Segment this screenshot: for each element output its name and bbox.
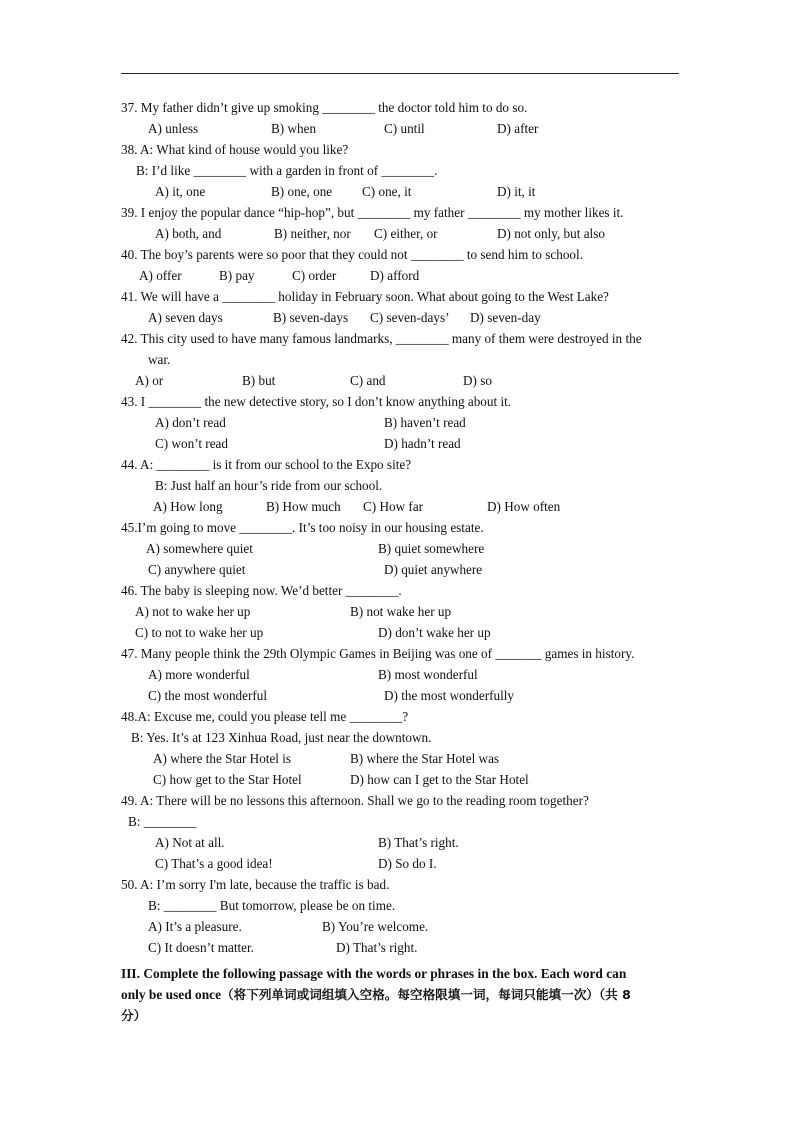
q50-option-b: B) You’re welcome. <box>322 919 429 934</box>
question-50-line2: B: ________ But tomorrow, please be on time. <box>148 898 396 913</box>
q48-option-a: A) where the Star Hotel is <box>153 751 292 766</box>
header-rule <box>121 73 679 74</box>
q49-option-c: C) That’s a good idea! <box>155 856 273 871</box>
q47-option-c: C) the most wonderful <box>148 688 268 703</box>
q40-option-b: B) pay <box>219 268 255 283</box>
question-39-stem: 39. I enjoy the popular dance “hip-hop”, but ________ my father ________ my mother likes it. <box>121 205 624 220</box>
q41-option-c: C) seven-days’ <box>370 310 450 325</box>
q39-option-b: B) neither, nor <box>274 226 351 241</box>
q39-option-a: A) both, and <box>155 226 222 241</box>
question-50-stem: 50. A: I’m sorry I'm late, because the traffic is bad. <box>121 877 390 892</box>
question-48-line2: B: Yes. It’s at 123 Xinhua Road, just near the downtown. <box>131 730 432 745</box>
question-47-stem: 47. Many people think the 29th Olympic Games in Beijing was one of _______ games in history. <box>121 646 635 661</box>
q50-option-c: C) It doesn’t matter. <box>148 940 254 955</box>
q50-option-a: A) It’s a pleasure. <box>148 919 242 934</box>
question-37-stem: 37. My father didn’t give up smoking ________ the doctor told him to do so. <box>121 100 528 115</box>
q46-option-c: C) to not to wake her up <box>135 625 264 640</box>
section-3-line2-chinese: （将下列单词或词组填入空格。每空格限填一词，每词只能填一次）（共 8 <box>221 987 631 1002</box>
q41-option-b: B) seven-days <box>273 310 349 325</box>
q43-option-d: D) hadn’t read <box>384 436 461 451</box>
question-42-stem-continued: war. <box>148 352 171 367</box>
q47-option-a: A) more wonderful <box>148 667 250 682</box>
q46-option-a: A) not to wake her up <box>135 604 251 619</box>
q45-option-a: A) somewhere quiet <box>146 541 253 556</box>
q40-option-c: C) order <box>292 268 337 283</box>
q42-option-c: C) and <box>350 373 386 388</box>
q42-option-d: D) so <box>463 373 492 388</box>
q47-option-d: D) the most wonderfully <box>384 688 515 703</box>
q38-option-a: A) it, one <box>155 184 206 199</box>
q50-option-d: D) That’s right. <box>336 940 418 955</box>
q41-option-a: A) seven days <box>148 310 223 325</box>
q39-option-d: D) not only, but also <box>497 226 605 241</box>
section-3-line2 <box>121 984 681 1005</box>
q40-option-d: D) afford <box>370 268 420 283</box>
q43-option-b: B) haven’t read <box>384 415 466 430</box>
q48-option-c: C) how get to the Star Hotel <box>153 772 302 787</box>
q37-option-c: C) until <box>384 121 425 136</box>
question-49-stem: 49. A: There will be no lessons this afternoon. Shall we go to the reading room together? <box>121 793 589 808</box>
q45-option-b: B) quiet somewhere <box>378 541 485 556</box>
question-38-line2: B: I’d like ________ with a garden in front of ________. <box>136 163 438 178</box>
q46-option-d: D) don’t wake her up <box>378 625 491 640</box>
q44-option-b: B) How much <box>266 499 341 514</box>
question-48-stem: 48.A: Excuse me, could you please tell me ________? <box>121 709 409 724</box>
q40-option-a: A) offer <box>139 268 182 283</box>
q44-option-d: D) How often <box>487 499 561 514</box>
section-3-line2-english: only be used once <box>121 987 222 1002</box>
q43-option-a: A) don’t read <box>155 415 226 430</box>
q42-option-a: A) or <box>135 373 164 388</box>
question-46-stem: 46. The baby is sleeping now. We’d better ________. <box>121 583 402 598</box>
q45-option-d: D) quiet anywhere <box>384 562 483 577</box>
question-44-line2: B: Just half an hour’s ride from our school. <box>155 478 383 493</box>
q45-option-c: C) anywhere quiet <box>148 562 246 577</box>
q46-option-b: B) not wake her up <box>350 604 452 619</box>
q38-option-c: C) one, it <box>362 184 412 199</box>
question-41-stem: 41. We will have a ________ holiday in February soon. What about going to the West Lake? <box>121 289 609 304</box>
q41-option-d: D) seven-day <box>470 310 541 325</box>
q48-option-b: B) where the Star Hotel was <box>350 751 500 766</box>
q37-option-d: D) after <box>497 121 539 136</box>
q47-option-b: B) most wonderful <box>378 667 478 682</box>
q44-option-c: C) How far <box>363 499 424 514</box>
section-3-line1: III. Complete the following passage with the words or phrases in the box. Each word can <box>121 966 627 981</box>
question-44-stem: 44. A: ________ is it from our school to the Expo site? <box>121 457 412 472</box>
q49-option-d: D) So do I. <box>378 856 437 871</box>
q37-option-b: B) when <box>271 121 317 136</box>
q48-option-d: D) how can I get to the Star Hotel <box>350 772 529 787</box>
section-3-line3: 分） <box>121 1008 147 1023</box>
question-38-stem: 38. A: What kind of house would you like? <box>121 142 349 157</box>
question-45-stem: 45.I’m going to move ________. It’s too noisy in our housing estate. <box>121 520 484 535</box>
q49-option-a: A) Not at all. <box>155 835 225 850</box>
q42-option-b: B) but <box>242 373 276 388</box>
q37-option-a: A) unless <box>148 121 199 136</box>
q38-option-b: B) one, one <box>271 184 333 199</box>
question-43-stem: 43. I ________ the new detective story, so I don’t know anything about it. <box>121 394 512 409</box>
question-40-stem: 40. The boy’s parents were so poor that they could not ________ to send him to school. <box>121 247 583 262</box>
q49-option-b: B) That’s right. <box>378 835 459 850</box>
q38-option-d: D) it, it <box>497 184 536 199</box>
question-49-line2: B: ________ <box>128 814 197 829</box>
section-3-heading <box>121 963 681 1026</box>
q43-option-c: C) won’t read <box>155 436 229 451</box>
q44-option-a: A) How long <box>153 499 223 514</box>
question-42-stem: 42. This city used to have many famous landmarks, ________ many of them were destroyed in the <box>121 331 642 346</box>
q39-option-c: C) either, or <box>374 226 438 241</box>
